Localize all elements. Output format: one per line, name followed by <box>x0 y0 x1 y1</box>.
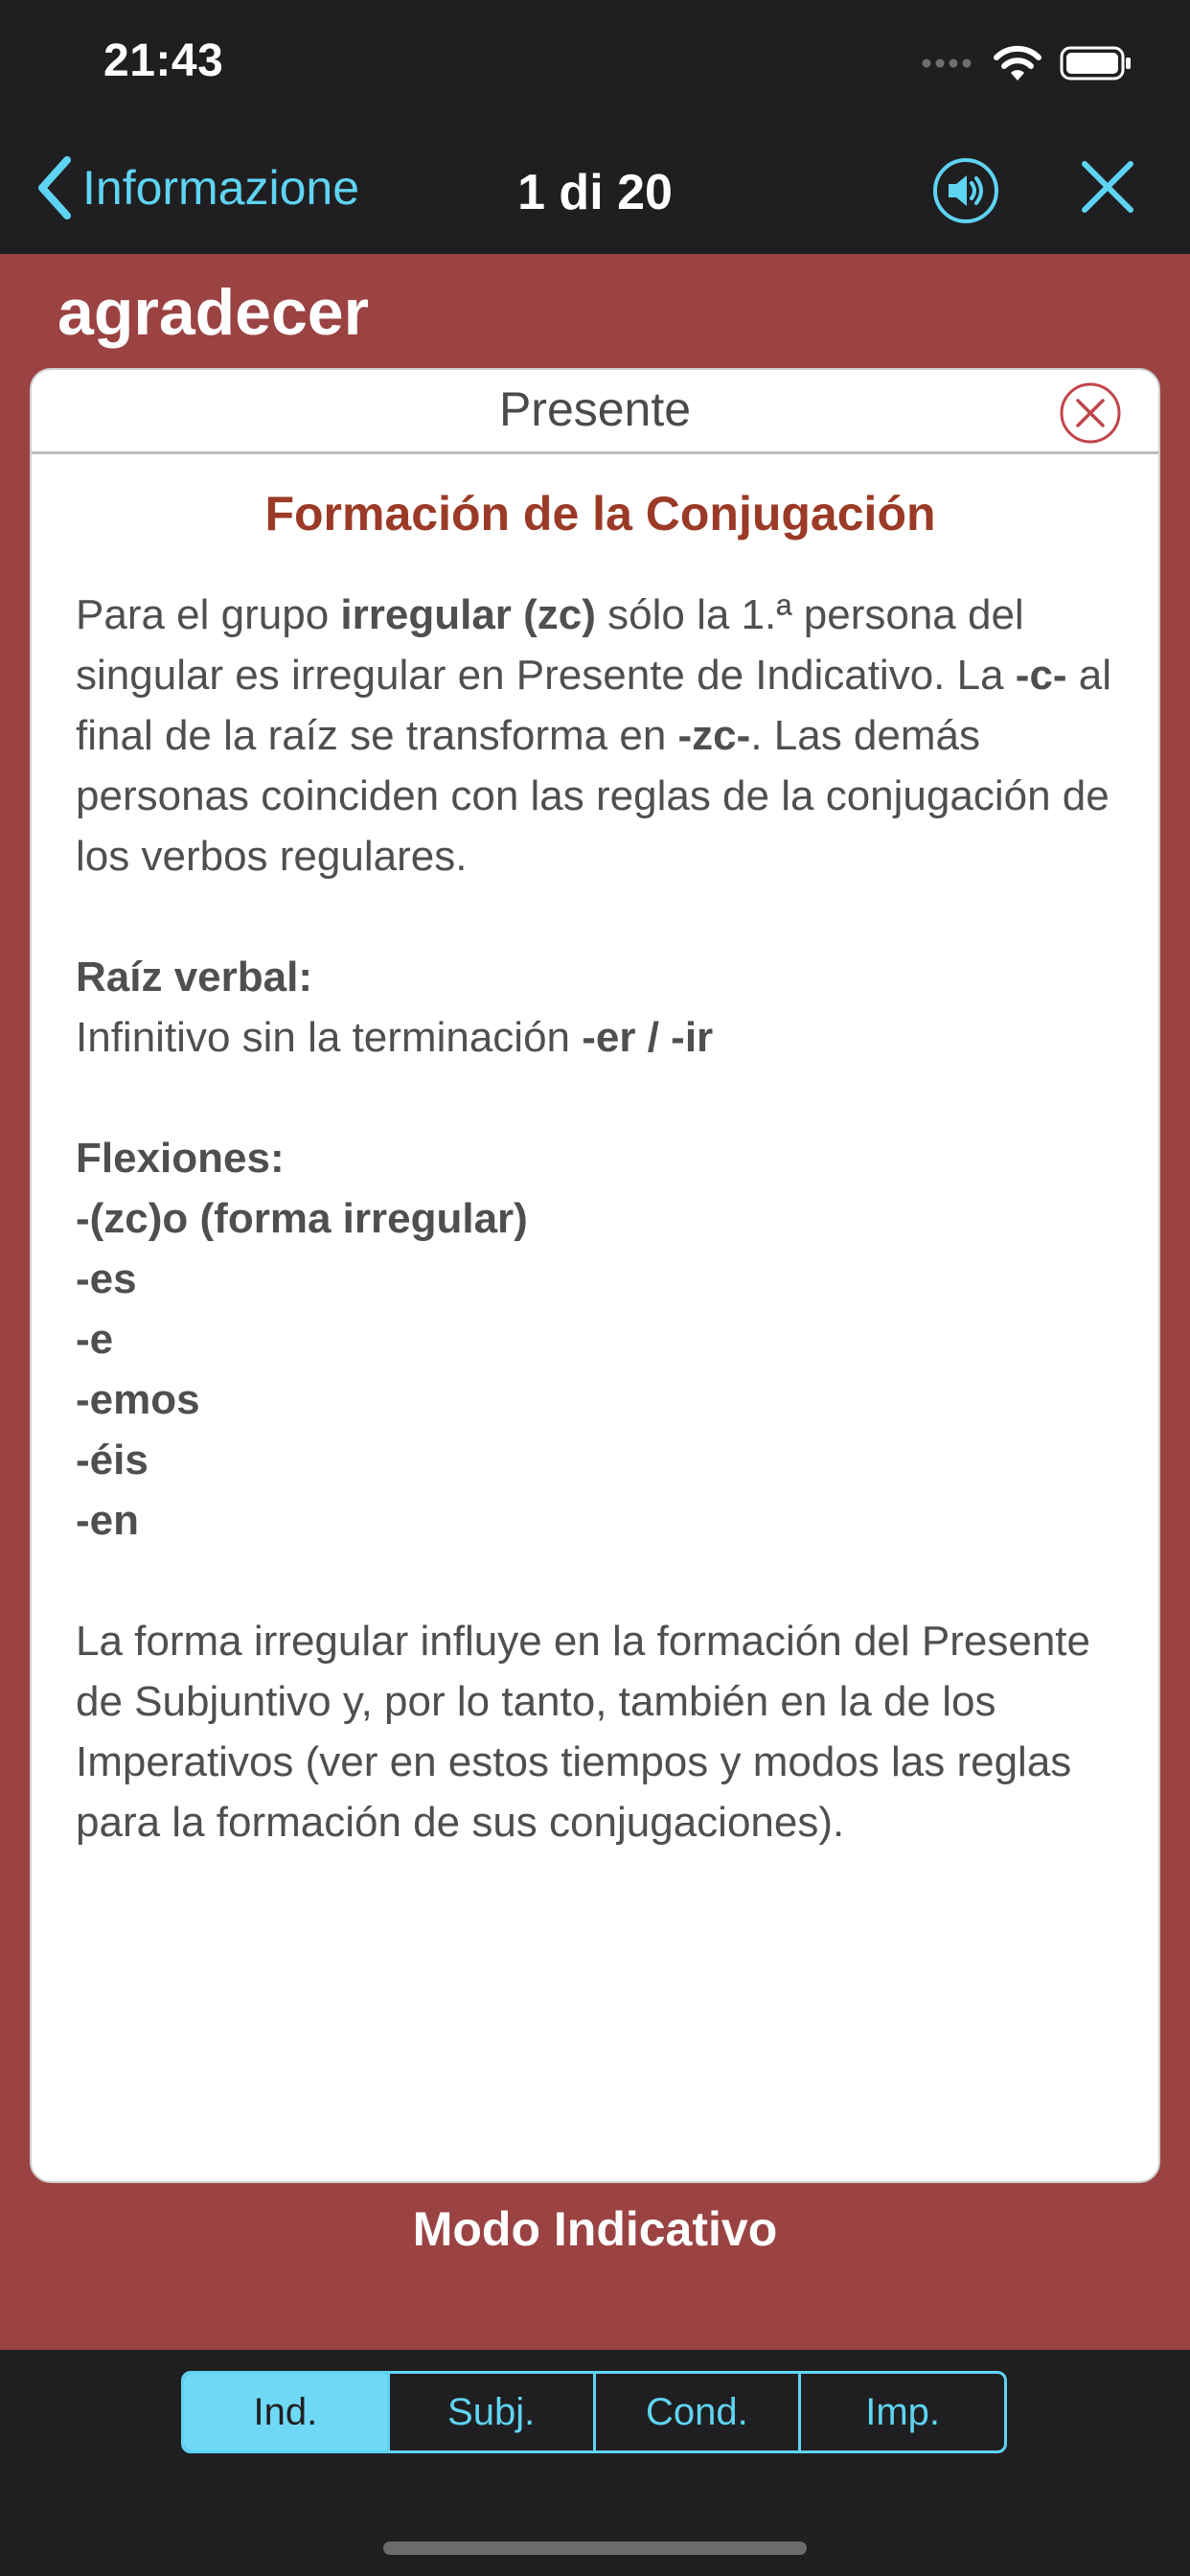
intro-zc: -zc- <box>677 712 751 759</box>
status-time: 21:43 <box>103 35 224 86</box>
close-icon[interactable] <box>1077 156 1138 218</box>
flexion-item: -es <box>76 1255 137 1302</box>
intro-text: . Las demás personas coinciden con las reglas de la conjugación de los verbos regulares. <box>76 712 1110 880</box>
main-content <box>0 254 1190 2350</box>
navigation-bar <box>0 129 1190 254</box>
card-body <box>76 485 1125 1852</box>
flexion-item: -emos <box>76 1376 200 1423</box>
status-icons <box>922 44 1133 82</box>
info-card <box>30 368 1160 2183</box>
note-paragraph: La forma irregular influye en la formación del Presente de Subjuntivo y, por lo tanto, también en la de los Imperativos (ver en estos tiempos y modos las reglas para la formación de sus conjugaciones). <box>76 1618 1090 1846</box>
intro-text: sólo la 1.ª persona del singular es irregular en Presente de Indicativo. La <box>76 591 1024 699</box>
battery-icon <box>1060 46 1133 80</box>
back-button-label: Informazione <box>82 161 360 215</box>
flexion-item: -en <box>76 1497 139 1544</box>
tab-subjuntivo[interactable]: Subj. <box>390 2374 596 2450</box>
close-circle-icon[interactable] <box>1059 381 1122 445</box>
speaker-icon[interactable] <box>931 156 1000 225</box>
tense-title: Presente <box>498 382 692 436</box>
bottom-bar <box>0 2350 1190 2576</box>
tab-indicativo[interactable]: Ind. <box>184 2374 390 2450</box>
mode-label: Modo Indicativo <box>412 2202 778 2256</box>
status-bar <box>0 0 1190 129</box>
flexion-item: -éis <box>76 1437 149 1484</box>
intro-c: -c- <box>1015 652 1067 699</box>
wifi-icon <box>993 44 1042 82</box>
mood-segmented-control <box>181 2371 1007 2453</box>
home-indicator <box>383 2542 807 2555</box>
tab-imperativo[interactable]: Imp. <box>865 2390 941 2433</box>
cellular-signal-icon <box>922 57 975 70</box>
intro-paragraph <box>76 585 1125 886</box>
flexion-item: -e <box>76 1316 114 1363</box>
flexion-item: -(zc)o (forma irregular) <box>76 1195 528 1242</box>
raiz-label: Raíz verbal: <box>76 954 312 1000</box>
intro-group: irregular (zc) <box>340 591 596 638</box>
raiz-text: Infinitivo sin la terminación <box>76 1014 583 1061</box>
card-heading: Formación de la Conjugación <box>264 487 936 540</box>
intro-text: Para el grupo <box>76 591 341 638</box>
page-counter: 1 di 20 <box>517 165 673 220</box>
card-header <box>32 370 1158 454</box>
tab-condicional[interactable]: Cond. <box>596 2374 802 2450</box>
intro-text: al final de la raíz se transforma en <box>76 652 1112 759</box>
raiz-line <box>76 1007 1125 1068</box>
verb-title: agradecer <box>57 276 370 349</box>
raiz-ending: -er / -ir <box>582 1014 714 1061</box>
flexiones-label: Flexiones: <box>76 1135 285 1182</box>
